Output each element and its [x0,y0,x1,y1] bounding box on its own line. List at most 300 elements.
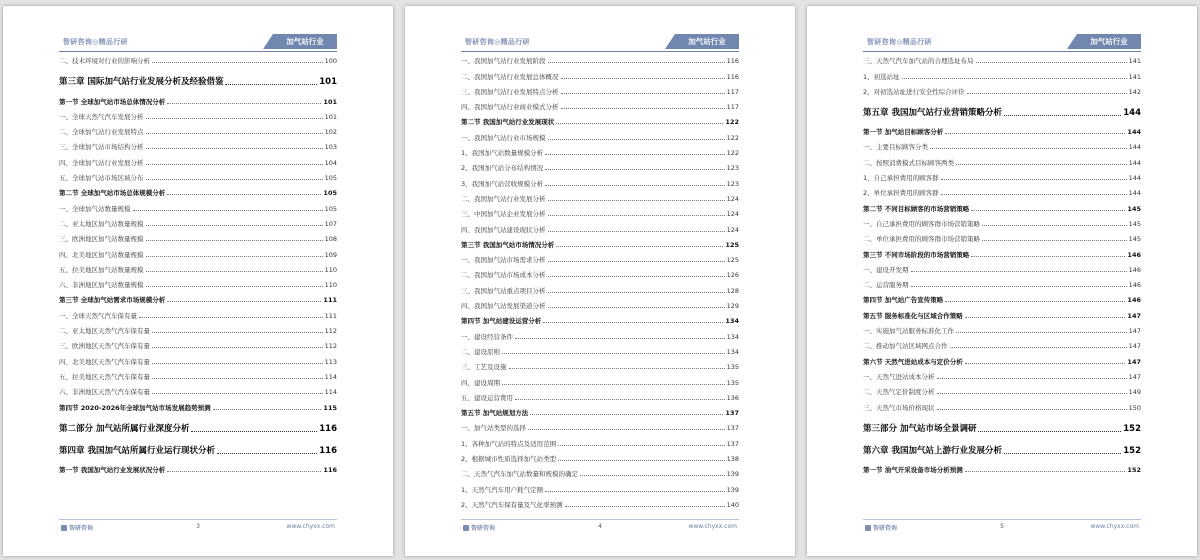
document-page-5 [807,6,1197,556]
dot-leader [558,460,724,461]
toc-entry-page-number: 139 [726,470,739,479]
toc-entry-title: 一、主要目标顾客分类 [863,143,928,152]
toc-entry-title: 一、我国加气站市场需求分析 [461,256,546,265]
dot-leader [1004,453,1121,454]
header-industry-tab: 加气站行业 [675,34,739,49]
document-page-3 [3,6,393,556]
toc-item-entry[interactable] [461,325,739,340]
toc-entry-title: 第一节 加气站目标顾客分析 [863,128,944,137]
toc-item-entry[interactable] [863,228,1141,243]
toc-entry-page-number: 147 [1127,311,1141,320]
dot-leader [950,347,1127,348]
toc-entry-page-number: 116 [319,445,337,456]
toc-entry-page-number: 147 [1128,327,1141,336]
toc-entry-page-number: 146 [1128,265,1141,274]
toc-section-entry[interactable] [59,289,337,304]
dot-leader [225,84,317,85]
toc-entry-title: 第一节 我国加气站行业发展状况分析 [59,465,166,474]
toc-item-entry[interactable] [863,136,1141,151]
toc-item-entry[interactable] [461,279,739,294]
dot-leader [217,453,317,454]
toc-entry-title: 四、北美地区加气站数量规模 [59,250,144,259]
toc-entry-page-number: 117 [726,103,739,112]
toc-entry-page-number: 135 [726,363,739,372]
toc-item-entry[interactable] [863,381,1141,396]
toc-item-entry[interactable] [863,81,1141,96]
toc-entry-title: 四、我国加气站发展渠道分析 [461,302,546,311]
toc-entry-title: 第二部分 加气站所属行业深度分析 [59,423,190,434]
dot-leader [545,185,724,186]
toc-entry-title: 第四节 加气站建设运营分析 [461,317,542,326]
toc-entry-page-number: 147 [1128,372,1141,381]
toc-section-entry[interactable] [461,234,739,249]
table-of-contents [59,50,337,474]
dot-leader [565,506,725,507]
dot-leader [133,210,323,211]
toc-entry-title: 三、欧洲地区加气站数量规模 [59,235,144,244]
toc-entry-page-number: 101 [323,97,337,106]
toc-item-entry[interactable] [863,167,1141,182]
toc-section-entry[interactable] [863,243,1141,258]
toc-entry-page-number: 145 [1128,219,1141,228]
toc-item-entry[interactable] [863,335,1141,350]
toc-entry-page-number: 137 [725,409,739,418]
footer-website[interactable]: www.chyxx.com [1090,523,1139,530]
toc-entry-title: 二、亚太地区天然气汽车保有量 [59,327,150,336]
dot-leader [556,246,723,247]
toc-chapter-entry[interactable] [863,101,1141,118]
toc-entry-title: 1、我国加气站数量规模分析 [461,149,544,158]
toc-entry-page-number: 116 [726,72,739,81]
page-footer [461,519,739,534]
toc-entry-page-number: 135 [726,378,739,387]
toc-entry-title: 一、自己承担费用的顾客群市场营销策略 [863,219,980,228]
toc-entry-page-number: 144 [1123,107,1141,118]
toc-entry-title: 一、全球天然气汽车发展分析 [59,112,144,121]
toc-item-entry[interactable] [461,96,739,111]
dot-leader [548,139,725,140]
toc-item-entry[interactable] [461,142,739,157]
toc-chapter-entry[interactable] [59,439,337,456]
toc-item-entry[interactable] [461,264,739,279]
toc-entry-page-number: 105 [323,189,337,198]
toc-entry-page-number: 141 [1128,72,1141,81]
dot-leader [930,148,1127,149]
toc-item-entry[interactable] [461,432,739,447]
toc-section-entry[interactable] [863,304,1141,319]
toc-entry-page-number: 114 [324,388,337,397]
toc-entry-page-number: 116 [323,465,337,474]
toc-entry-title: 2、根据城市性质选择加气站类型 [461,455,557,464]
dot-leader [146,179,323,180]
toc-entry-title: 一、我国加气站行业市场规模 [461,133,546,142]
dot-leader [971,210,1125,211]
header-logo-text: 智研咨询◎精品行研 [63,38,128,46]
toc-section-entry[interactable] [461,402,739,417]
toc-entry-page-number: 110 [324,281,337,290]
toc-entry-page-number: 113 [324,357,337,366]
toc-entry-page-number: 144 [1128,158,1141,167]
dot-leader [548,307,725,308]
toc-entry-title: 五、全球加气站市场区域分布 [59,174,144,183]
toc-entry-page-number: 144 [1128,174,1141,183]
dot-leader [502,353,725,354]
toc-entry-title: 五、建设运营费用 [461,393,513,402]
footer-website[interactable]: www.chyxx.com [286,523,335,530]
toc-entry-title: 第六章 我国加气站上游行业发展分析 [863,445,1002,456]
dot-leader [965,317,1126,318]
page-number: 4 [598,523,602,530]
header-industry-tab: 加气站行业 [1077,34,1141,49]
toc-item-entry[interactable] [461,157,739,172]
dot-leader [965,363,1126,364]
toc-item-entry[interactable] [461,417,739,432]
toc-entry-title: 四、我国加气站建设现状分析 [461,225,546,234]
toc-entry-page-number: 146 [1128,281,1141,290]
toc-entry-title: 二、我国加气站行业发展总体概况 [461,72,559,81]
toc-entry-page-number: 108 [324,235,337,244]
document-page-4 [405,6,795,556]
toc-entry-title: 三、天然气汽车加气站的合理选址布局 [863,57,974,66]
toc-entry-title: 一、实施加气站服务标准化工作 [863,327,954,336]
footer-website[interactable]: www.chyxx.com [688,523,737,530]
toc-entry-page-number: 134 [726,347,739,356]
toc-item-entry[interactable] [59,50,337,65]
dot-leader [139,317,323,318]
toc-section-entry[interactable] [59,459,337,474]
toc-section-entry[interactable] [59,182,337,197]
toc-entry-page-number: 122 [726,149,739,158]
dot-leader [945,301,1125,302]
toc-entry-page-number: 112 [324,327,337,336]
toc-item-entry[interactable] [461,249,739,264]
toc-item-entry[interactable] [59,274,337,289]
dot-leader [528,429,725,430]
toc-entry-page-number: 145 [1127,204,1141,213]
toc-item-entry[interactable] [863,366,1141,381]
table-of-contents [863,50,1141,474]
toc-entry-title: 二、按照消费模式目标顾客两类 [863,158,954,167]
toc-entry-title: 1、自己承担费用的顾客群 [863,174,939,183]
toc-section-entry[interactable] [863,197,1141,212]
toc-item-entry[interactable] [59,167,337,182]
dot-leader [556,123,723,124]
dot-leader [530,414,723,415]
toc-entry-title: 一、建设开发期 [863,265,909,274]
toc-entry-title: 三、我国加气站重点项目分析 [461,286,546,295]
toc-item-entry[interactable] [461,387,739,402]
toc-entry-title: 六、非洲地区天然气汽车保有量 [59,388,150,397]
page-number: 3 [196,523,200,530]
toc-entry-page-number: 125 [726,256,739,265]
toc-item-entry[interactable] [863,213,1141,228]
toc-item-entry[interactable] [461,341,739,356]
toc-entry-page-number: 138 [726,455,739,464]
dot-leader [937,409,1127,410]
toc-entry-page-number: 115 [323,403,337,412]
toc-chapter-entry[interactable] [59,70,337,87]
dot-leader [146,164,323,165]
toc-entry-title: 四、北美地区天然气汽车保有量 [59,357,150,366]
toc-item-entry[interactable] [59,106,337,121]
toc-item-entry[interactable] [461,371,739,386]
toc-entry-title: 二、天然气定价制度分析 [863,388,935,397]
footer-logo-text: 智研咨询 [69,525,94,532]
toc-entry-page-number: 142 [1128,87,1141,96]
dot-leader [1004,115,1121,116]
toc-entry-page-number: 105 [324,204,337,213]
toc-entry-page-number: 124 [726,225,739,234]
toc-entry-title: 第三节 全球加气站需求市场规模分析 [59,296,166,305]
dot-leader [167,471,321,472]
toc-entry-page-number: 134 [726,332,739,341]
dot-leader [558,445,724,446]
toc-item-entry[interactable] [461,463,739,478]
dot-leader [982,225,1127,226]
toc-entry-page-number: 149 [1128,388,1141,397]
toc-item-entry[interactable] [59,304,337,319]
toc-entry-title: 第五节 服务标准化与区域合作策略 [863,311,963,320]
toc-entry-page-number: 152 [1127,465,1141,474]
dot-leader [548,261,725,262]
toc-item-entry[interactable] [59,335,337,350]
toc-entry-title: 三、天然气市场价格现状 [863,403,935,412]
toc-item-entry[interactable] [461,81,739,96]
toc-entry-page-number: 146 [1127,296,1141,305]
dot-leader [911,271,1127,272]
toc-entry-page-number: 124 [726,194,739,203]
toc-item-entry[interactable] [59,228,337,243]
dot-leader [911,286,1127,287]
toc-item-entry[interactable] [59,151,337,166]
dot-leader [152,332,323,333]
page-footer [59,519,337,534]
toc-entry-page-number: 103 [324,143,337,152]
toc-item-entry[interactable] [59,350,337,365]
toc-entry-page-number: 147 [1127,357,1141,366]
toc-item-entry[interactable] [59,243,337,258]
toc-entry-page-number: 134 [725,317,739,326]
toc-entry-title: 2、对初选站址进行安全性综合评价 [863,87,965,96]
toc-entry-title: 第四节 2020-2026年全球加气站市场发展趋势预测 [59,403,211,412]
footer-logo-text: 智研咨询 [471,525,496,532]
toc-item-entry[interactable] [461,448,739,463]
toc-entry-title: 第五节 加气站规划方法 [461,409,529,418]
toc-entry-title: 1、天然气汽车用户耗气定额 [461,485,544,494]
table-of-contents [461,50,739,509]
toc-item-entry[interactable] [863,151,1141,166]
toc-section-entry[interactable] [59,90,337,105]
toc-entry-page-number: 123 [726,179,739,188]
toc-item-entry[interactable] [59,320,337,335]
toc-entry-page-number: 150 [1128,403,1141,412]
toc-section-entry[interactable] [863,121,1141,136]
toc-entry-title: 2、单位承担费用的顾客群 [863,189,939,198]
toc-entry-title: 第三节 我国加气站市场情况分析 [461,240,555,249]
toc-item-entry[interactable] [461,203,739,218]
toc-item-entry[interactable] [863,259,1141,274]
toc-section-entry[interactable] [461,310,739,325]
toc-entry-title: 二、我国加气站市场成本分析 [461,271,546,280]
toc-entry-title: 第一节 全球加气站市场总体情况分析 [59,97,166,106]
dot-leader [146,240,323,241]
toc-entry-title: 第六节 天然气进站成本与定价分析 [863,357,963,366]
toc-entry-page-number: 122 [725,118,739,127]
page-footer [863,519,1141,534]
toc-entry-title: 二、亚太地区加气站数量规模 [59,219,144,228]
toc-item-entry[interactable] [863,50,1141,65]
toc-item-entry[interactable] [863,65,1141,80]
toc-entry-page-number: 144 [1128,189,1141,198]
toc-entry-page-number: 136 [726,393,739,402]
dot-leader [515,338,725,339]
toc-entry-page-number: 124 [726,210,739,219]
dot-leader [146,225,323,226]
toc-item-entry[interactable] [863,182,1141,197]
dot-leader [548,292,725,293]
toc-entry-title: 四、我国加气站行业商业模式分析 [461,103,559,112]
toc-entry-page-number: 146 [1127,250,1141,259]
toc-item-entry[interactable] [59,381,337,396]
toc-entry-title: 三、中国加气站企业发展分析 [461,210,546,219]
toc-entry-page-number: 101 [319,77,337,88]
toc-entry-title: 第三章 国际加气站行业发展分析及经验借鉴 [59,77,224,88]
toc-item-entry[interactable] [461,218,739,233]
footer-logo-text: 智研咨询 [873,525,898,532]
header-logo-text: 智研咨询◎精品行研 [867,38,932,46]
toc-entry-title: 三、我国加气站行业发展特点分析 [461,87,559,96]
toc-entry-page-number: 123 [726,164,739,173]
page-number: 5 [1000,523,1004,530]
toc-entry-page-number: 152 [1123,423,1141,434]
toc-entry-page-number: 152 [1123,445,1141,456]
toc-item-entry[interactable] [59,136,337,151]
toc-entry-title: 六、非洲地区加气站数量规模 [59,281,144,290]
dot-leader [978,431,1121,432]
dot-leader [956,332,1127,333]
dot-leader [152,378,323,379]
header-industry-tab: 加气站行业 [273,34,337,49]
dot-leader [146,256,323,257]
toc-entry-title: 二、我国加气站行业发展分析 [461,194,546,203]
toc-chapter-entry[interactable] [59,417,337,434]
toc-item-entry[interactable] [59,197,337,212]
toc-item-entry[interactable] [863,320,1141,335]
toc-entry-title: 五、拉美地区加气站数量规模 [59,265,144,274]
toc-item-entry[interactable] [461,50,739,65]
dot-leader [548,276,725,277]
toc-entry-page-number: 147 [1128,342,1141,351]
toc-entry-page-number: 102 [324,128,337,137]
toc-item-entry[interactable] [863,396,1141,411]
dot-leader [580,475,725,476]
toc-section-entry[interactable] [461,111,739,126]
toc-chapter-entry[interactable] [863,439,1141,456]
toc-entry-page-number: 111 [323,296,337,305]
toc-section-entry[interactable] [59,396,337,411]
toc-item-entry[interactable] [461,172,739,187]
toc-entry-page-number: 117 [726,87,739,96]
toc-section-entry[interactable] [863,289,1141,304]
toc-entry-title: 第二节 我国加气站行业发展现状 [461,118,555,127]
toc-entry-title: 第四章 我国加气站所属行业运行现状分析 [59,445,215,456]
toc-item-entry[interactable] [461,295,739,310]
dot-leader [548,62,725,63]
toc-entry-page-number: 128 [726,286,739,295]
toc-entry-title: 一、加气站类型的选择 [461,424,526,433]
toc-entry-page-number: 116 [319,423,337,434]
dot-leader [146,118,323,119]
dot-leader [548,200,725,201]
toc-entry-page-number: 116 [726,57,739,66]
toc-item-entry[interactable] [59,259,337,274]
toc-entry-page-number: 145 [1128,235,1141,244]
toc-section-entry[interactable] [863,459,1141,474]
dot-leader [967,93,1127,94]
toc-entry-page-number: 129 [726,302,739,311]
dot-leader [965,471,1126,472]
toc-entry-title: 四、建设周期 [461,378,500,387]
toc-entry-page-number: 107 [324,219,337,228]
toc-entry-title: 五、拉美地区天然气汽车保有量 [59,372,150,381]
toc-entry-title: 一、建设经营条件 [461,332,513,341]
toc-item-entry[interactable] [461,126,739,141]
toc-entry-title: 第二节 不同目标顾客的市场营销策略 [863,204,970,213]
toc-entry-page-number: 141 [1128,57,1141,66]
toc-section-entry[interactable] [863,350,1141,365]
toc-item-entry[interactable] [461,478,739,493]
dot-leader [561,93,725,94]
dot-leader [152,347,323,348]
toc-entry-page-number: 144 [1128,143,1141,152]
dot-leader [561,108,725,109]
toc-item-entry[interactable] [461,65,739,80]
toc-item-entry[interactable] [461,494,739,509]
toc-entry-page-number: 104 [324,158,337,167]
toc-entry-page-number: 100 [324,57,337,66]
toc-item-entry[interactable] [461,356,739,371]
toc-entry-title: 三、全球加气站市场结构分析 [59,143,144,152]
dot-leader [982,240,1127,241]
toc-item-entry[interactable] [59,213,337,228]
toc-entry-title: 三、工艺及设施 [461,363,507,372]
dot-leader [152,62,323,63]
toc-entry-title: 二、全球加气站行业发展特点 [59,128,144,137]
toc-entry-page-number: 114 [324,372,337,381]
dot-leader [945,133,1125,134]
toc-entry-title: 一、天然气进站成本分析 [863,372,935,381]
toc-entry-title: 一、我国加气站行业发展阶段 [461,57,546,66]
toc-entry-title: 二、建设原则 [461,347,500,356]
dot-leader [146,271,323,272]
toc-entry-page-number: 110 [324,265,337,274]
toc-item-entry[interactable] [59,366,337,381]
toc-entry-title: 二、单位承担费用的顾客群市场营销策略 [863,235,980,244]
dot-leader [937,393,1127,394]
dot-leader [548,215,725,216]
toc-item-entry[interactable] [461,188,739,203]
dot-leader [545,154,724,155]
toc-chapter-entry[interactable] [863,417,1141,434]
toc-item-entry[interactable] [863,274,1141,289]
header-logo-text: 智研咨询◎精品行研 [465,38,530,46]
dot-leader [509,368,725,369]
toc-item-entry[interactable] [59,121,337,136]
dot-leader [545,169,724,170]
toc-entry-title: 第五章 我国加气站行业营销策略分析 [863,107,1002,118]
dot-leader [543,322,723,323]
dot-leader [167,103,321,104]
